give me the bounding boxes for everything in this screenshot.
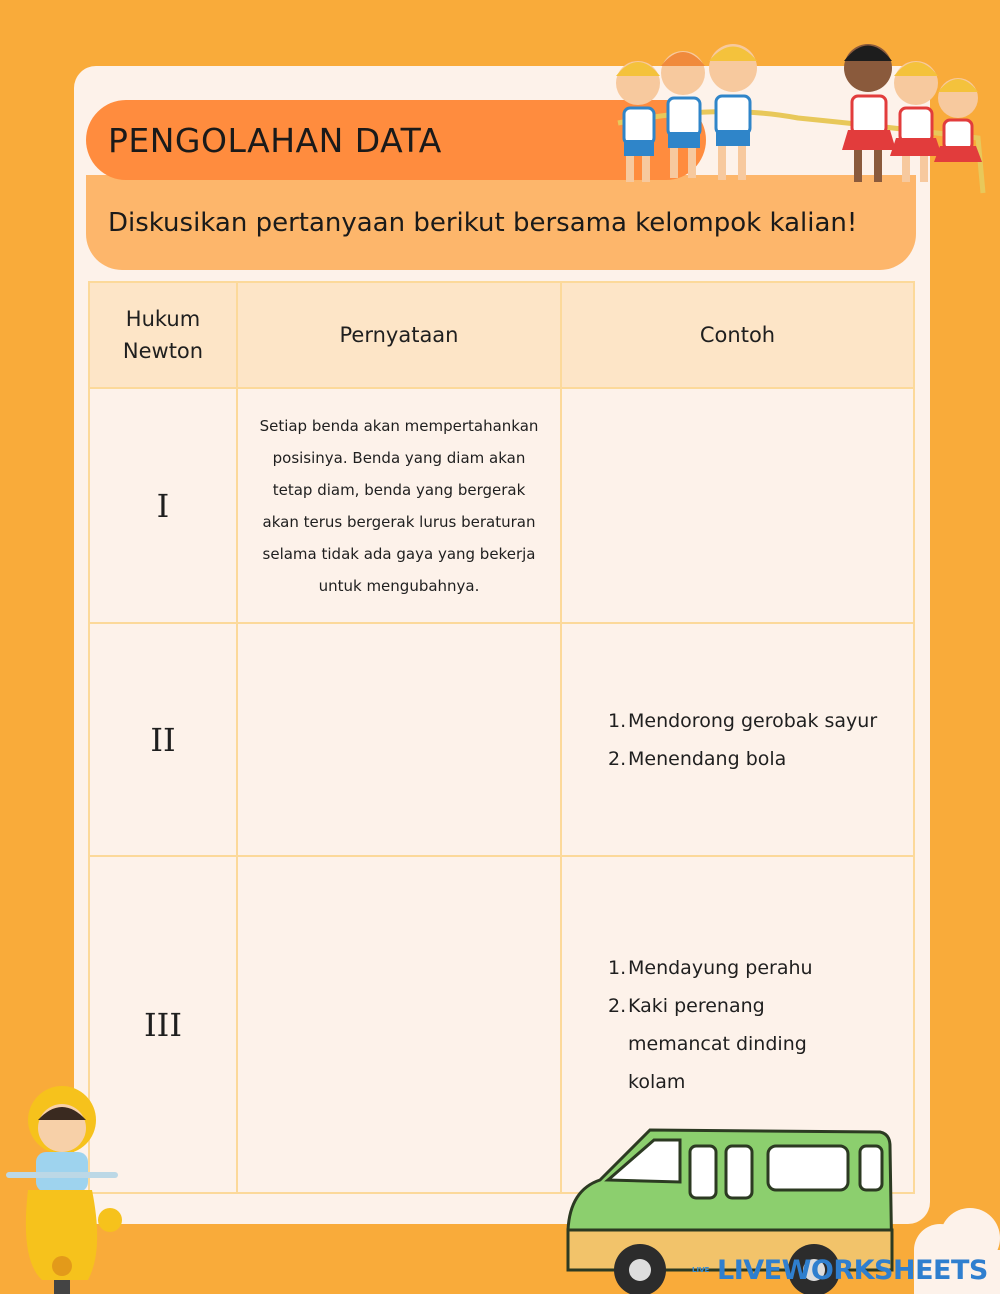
example-cell[interactable] xyxy=(561,623,914,856)
table-header-row xyxy=(89,282,914,388)
list-item: 1. Mendayung perahu xyxy=(608,956,813,979)
header-example: Contoh xyxy=(561,282,914,388)
statement-cell[interactable] xyxy=(237,623,561,856)
logo-badge-icon: LIVE xyxy=(692,1265,710,1274)
example-cell[interactable] xyxy=(561,388,914,623)
list-item: 2. Kaki perenang memancat dinding kolam xyxy=(608,994,807,1093)
statement-cell[interactable] xyxy=(237,856,561,1193)
logo-brand-text: LIVEWORKSHEETS xyxy=(717,1254,988,1286)
scooter-rider-illustration xyxy=(0,1080,130,1294)
example-list xyxy=(608,949,858,1101)
instruction-text: Diskusikan pertanyaan berikut bersama kelompok kalian! xyxy=(108,207,858,238)
list-item: 2. Menendang bola xyxy=(608,747,787,770)
law-numeral: I xyxy=(89,388,237,623)
table-row xyxy=(89,388,914,623)
statement-cell[interactable]: Setiap benda akan mempertahankan posisinya. Benda yang diam akan tetap diam, benda yang bergerak akan terus bergerak lurus beraturan selama tidak ada gaya yang bekerja untuk mengubahnya. xyxy=(237,388,561,623)
tug-of-war-kids-illustration xyxy=(598,28,988,208)
page-title-text: PENGOLAHAN DATA xyxy=(108,120,442,160)
list-item: 1. Mendorong gerobak sayur xyxy=(608,709,878,732)
example-list xyxy=(608,702,913,778)
newton-laws-table xyxy=(88,281,915,1194)
law-numeral: III xyxy=(89,856,237,1193)
header-statement: Pernyataan xyxy=(237,282,561,388)
header-law: Hukum Newton xyxy=(89,282,237,388)
table-row xyxy=(89,623,914,856)
law-numeral: II xyxy=(89,623,237,856)
liveworksheets-logo[interactable] xyxy=(692,1250,988,1290)
